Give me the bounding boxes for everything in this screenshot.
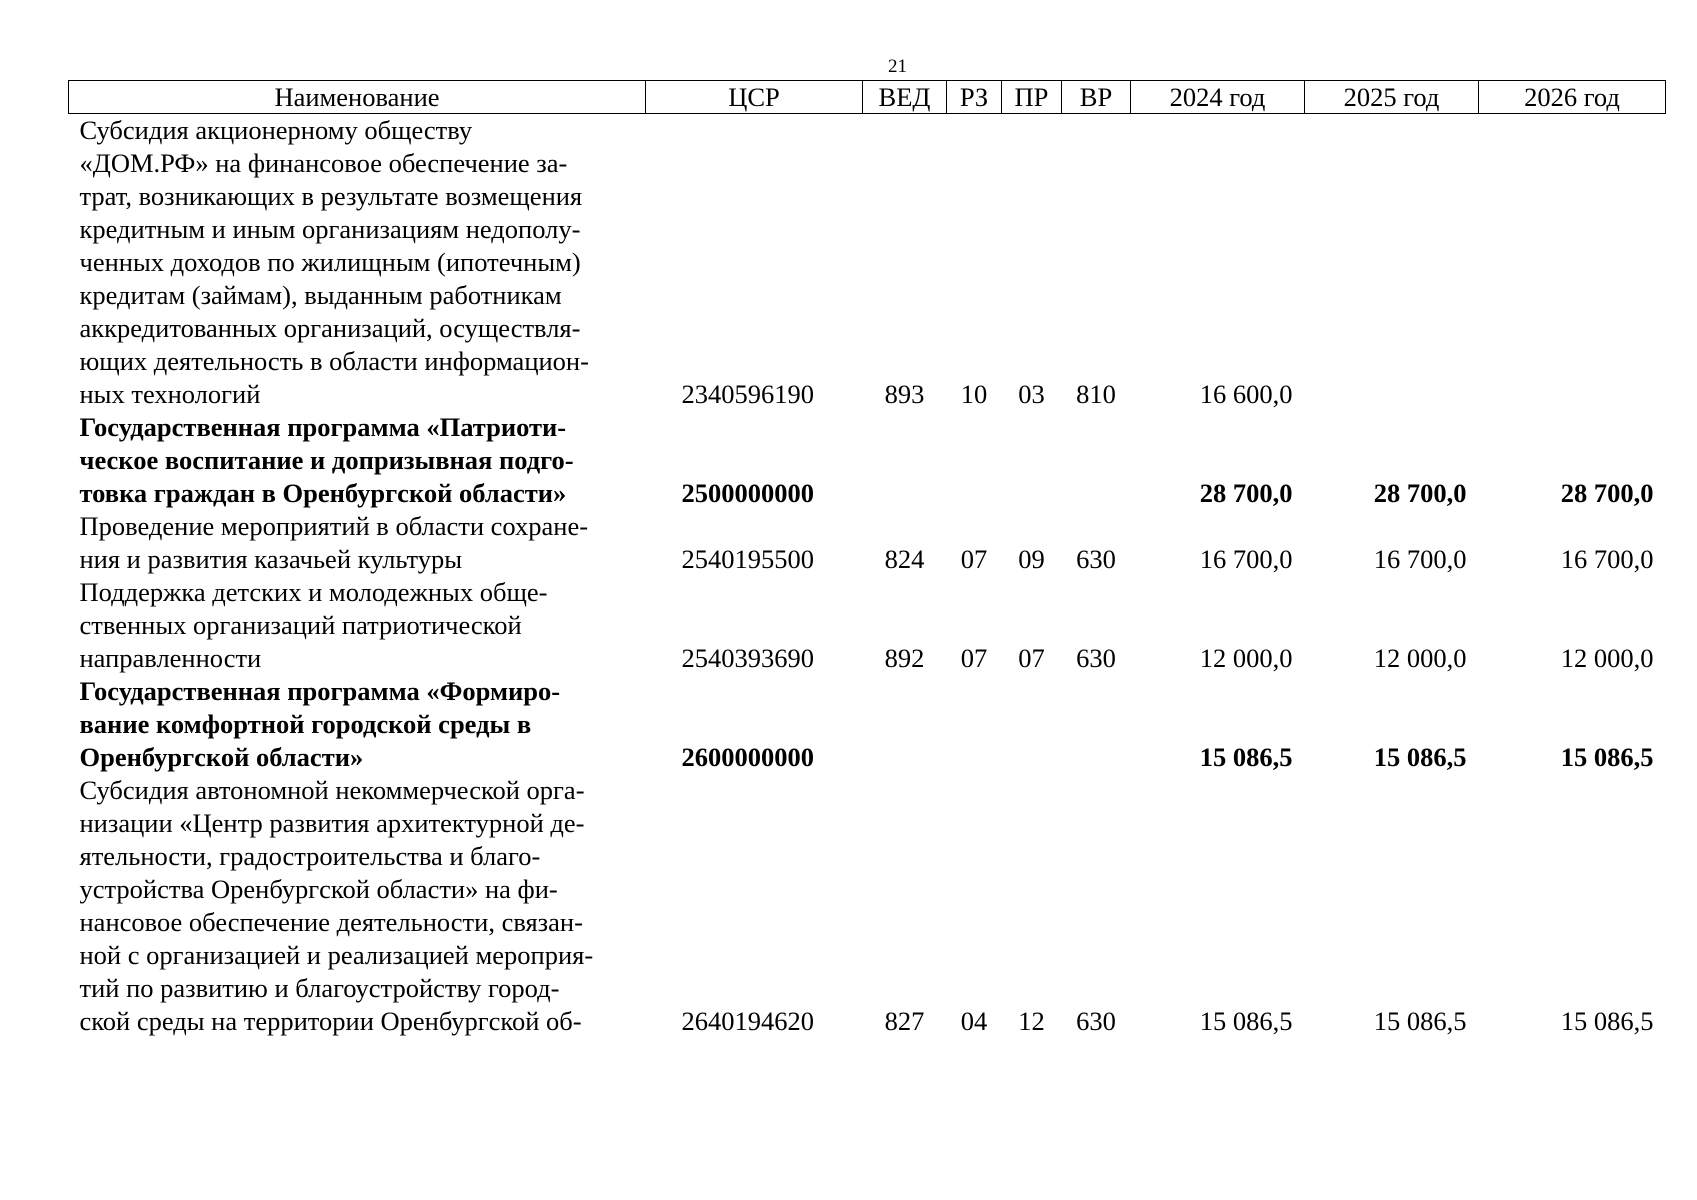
table-row — [69, 774, 1666, 1038]
cell-vr: 630 — [1076, 1006, 1116, 1036]
column-header-name: Наименование — [69, 81, 646, 114]
name-line: кредитам (займам), выданным работникам — [79, 280, 562, 310]
name-line: ных технологий — [79, 379, 261, 409]
cell-2024: 28 700,0 — [1199, 478, 1293, 508]
cell-ved: 893 — [884, 379, 925, 409]
name-line: ной с организацией и реализацией мероприя- — [79, 940, 594, 970]
name-line: трат, возникающих в результате возмещения — [79, 181, 583, 211]
table-row — [69, 114, 1666, 412]
cell-2024: 16 700,0 — [1199, 544, 1293, 574]
column-header-vr: ВР — [1062, 81, 1131, 114]
name-line: тий по развитию и благоустройству город- — [79, 973, 560, 1003]
cell-rz: 07 — [960, 544, 988, 574]
cell-2024: 12 000,0 — [1199, 643, 1293, 673]
name-line: Поддержка детских и молодежных обще- — [79, 577, 548, 607]
cell-csr: 2500000000 — [681, 478, 814, 508]
cell-2026 — [1479, 114, 1666, 412]
cell-name — [69, 114, 646, 412]
cell-ved: 892 — [884, 643, 925, 673]
table-row — [69, 510, 1666, 576]
header-row — [69, 81, 1666, 114]
cell-vr: 630 — [1076, 643, 1116, 673]
name-line: устройства Оренбургской области» на фи- — [79, 874, 558, 904]
name-line: Субсидия автономной некоммерческой орга- — [79, 775, 585, 805]
cell-rz — [947, 411, 1002, 510]
name-line: Государственная программа «Патриоти- — [79, 412, 567, 442]
column-header-2024: 2024 год — [1131, 81, 1305, 114]
cell-ved: 827 — [884, 1006, 925, 1036]
cell-ved: 824 — [884, 544, 925, 574]
table-body — [69, 114, 1666, 1039]
cell-csr: 2540195500 — [681, 544, 814, 574]
name-line: «ДОМ.РФ» на финансовое обеспечение за- — [79, 148, 568, 178]
name-line: кредитным и иным организациям недополу- — [79, 214, 581, 244]
cell-vr — [1062, 411, 1131, 510]
name-line: Субсидия акционерному обществу — [79, 115, 473, 145]
cell-name — [69, 774, 646, 1038]
cell-rz: 10 — [960, 379, 988, 409]
cell-csr: 2600000000 — [681, 742, 814, 772]
name-line: ской среды на территории Оренбургской об- — [79, 1006, 582, 1036]
name-line: ющих деятельность в области информацион- — [79, 346, 589, 376]
cell-csr: 2340596190 — [681, 379, 814, 409]
budget-table-container — [68, 80, 1665, 1038]
name-line: Проведение мероприятий в области сохране- — [79, 511, 589, 541]
cell-pr: 07 — [1018, 643, 1045, 673]
name-line: направленности — [79, 643, 262, 673]
cell-2026: 15 086,5 — [1560, 742, 1654, 772]
cell-pr — [1002, 675, 1062, 774]
cell-ved — [863, 411, 947, 510]
cell-2026: 15 086,5 — [1560, 1006, 1654, 1036]
name-line: вание комфортной городской среды в — [79, 709, 532, 739]
cell-2024: 16 600,0 — [1199, 379, 1293, 409]
table-header — [69, 81, 1666, 114]
name-line: аккредитованных организаций, осуществля- — [79, 313, 581, 343]
cell-2024: 15 086,5 — [1199, 1006, 1293, 1036]
name-line: ченных доходов по жилищным (ипотечным) — [79, 247, 581, 277]
cell-2025: 12 000,0 — [1373, 643, 1467, 673]
cell-vr: 630 — [1076, 544, 1116, 574]
name-line: ния и развития казачьей культуры — [79, 544, 463, 574]
cell-2024: 15 086,5 — [1199, 742, 1293, 772]
budget-table — [68, 80, 1666, 1038]
cell-2026: 12 000,0 — [1560, 643, 1654, 673]
name-line: ственных организаций патриотической — [79, 610, 522, 640]
column-header-pr: ПР — [1002, 81, 1062, 114]
name-line: ятельности, градостроительства и благо- — [79, 841, 541, 871]
name-line: ческое воспитание и допризывная подго- — [79, 445, 574, 475]
cell-2026: 16 700,0 — [1560, 544, 1654, 574]
cell-rz: 04 — [960, 1006, 988, 1036]
cell-ved — [863, 675, 947, 774]
cell-2025: 16 700,0 — [1373, 544, 1467, 574]
cell-2025: 15 086,5 — [1373, 742, 1467, 772]
name-line: Государственная программа «Формиро- — [79, 676, 561, 706]
cell-2025: 28 700,0 — [1373, 478, 1467, 508]
table-row-program — [69, 675, 1666, 774]
cell-name — [69, 510, 646, 576]
column-header-2026: 2026 год — [1479, 81, 1666, 114]
cell-vr: 810 — [1076, 379, 1116, 409]
cell-rz: 07 — [960, 643, 988, 673]
cell-pr — [1002, 411, 1062, 510]
cell-2025 — [1305, 114, 1479, 412]
cell-name — [69, 411, 646, 510]
cell-pr: 12 — [1018, 1006, 1045, 1036]
cell-name — [69, 576, 646, 675]
cell-csr: 2540393690 — [681, 643, 814, 673]
cell-name — [69, 675, 646, 774]
table-row-program — [69, 411, 1666, 510]
name-line: Оренбургской области» — [79, 742, 364, 772]
name-line: товка граждан в Оренбургской области» — [79, 478, 567, 508]
column-header-ved: ВЕД — [863, 81, 947, 114]
cell-2025: 15 086,5 — [1373, 1006, 1467, 1036]
cell-csr: 2640194620 — [681, 1006, 814, 1036]
cell-rz — [947, 675, 1002, 774]
cell-vr — [1062, 675, 1131, 774]
name-line: низации «Центр развития архитектурной де- — [79, 808, 585, 838]
column-header-csr: ЦСР — [646, 81, 863, 114]
cell-2026: 28 700,0 — [1560, 478, 1654, 508]
column-header-2025: 2025 год — [1305, 81, 1479, 114]
name-line: нансовое обеспечение деятельности, связан- — [79, 907, 583, 937]
cell-pr: 03 — [1018, 379, 1045, 409]
column-header-rz: РЗ — [947, 81, 1002, 114]
cell-pr: 09 — [1018, 544, 1045, 574]
table-row — [69, 576, 1666, 675]
page-number: 21 — [888, 56, 907, 77]
